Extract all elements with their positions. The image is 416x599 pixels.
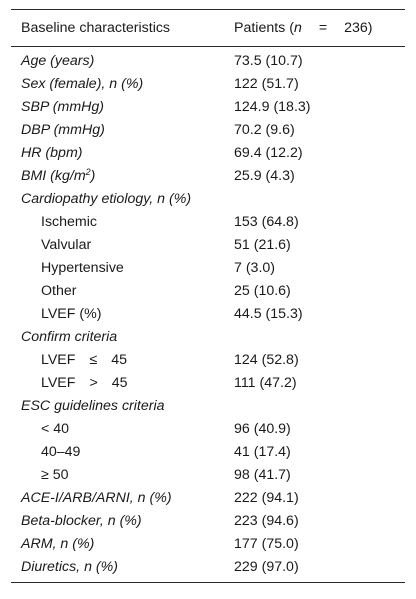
bmi-label-superscript: 2 (85, 167, 91, 177)
row-label: Beta-blocker, n (%) (21, 513, 142, 529)
header-rule (11, 46, 405, 47)
row-label: < 40 (41, 421, 70, 437)
table-row (11, 303, 405, 326)
bmi-label-text: BMI (kg/m (21, 168, 86, 184)
row-label: Ischemic (41, 214, 97, 230)
row-value: 41 (17.4) (234, 444, 291, 460)
row-value: 124 (52.8) (234, 352, 299, 368)
row-label: Hypertensive (41, 260, 124, 276)
row-label (41, 349, 127, 372)
row-value: 177 (75.0) (234, 536, 299, 552)
table-row (11, 372, 405, 395)
row-label: 40–49 (41, 444, 81, 460)
row-label: HR (bpm) (21, 145, 83, 161)
header-patients-n: n (293, 20, 302, 36)
bottom-rule (11, 582, 405, 583)
row-label: SBP (mmHg) (21, 99, 105, 115)
header-patients-value: 236) (344, 20, 373, 36)
row-label: DBP (mmHg) (21, 122, 105, 138)
row-label: ≥ 50 (41, 467, 69, 483)
table-row (11, 257, 405, 280)
table-row (11, 142, 405, 165)
threshold: 45 (111, 375, 128, 391)
row-label: Age (years) (21, 53, 95, 69)
table-row (11, 487, 405, 510)
table-row (11, 464, 405, 487)
header-patients-eq: = (318, 20, 328, 36)
row-label: LVEF (%) (41, 306, 102, 322)
table-row (11, 533, 405, 556)
table-row (11, 441, 405, 464)
row-label: Other (41, 283, 77, 299)
row-label: ACE-I/ARB/ARNI, n (%) (21, 490, 172, 506)
table-row (11, 119, 405, 142)
operator: > (89, 375, 98, 391)
table-row (11, 556, 405, 579)
header-patients (234, 10, 373, 46)
row-value: 96 (40.9) (234, 421, 291, 437)
row-label: ARM, n (%) (21, 536, 95, 552)
table-row (11, 418, 405, 441)
table-row (11, 165, 405, 188)
row-label: Valvular (41, 237, 92, 253)
row-value: 124.9 (18.3) (234, 99, 311, 115)
row-value: 44.5 (15.3) (234, 306, 303, 322)
baseline-characteristics-table (11, 9, 405, 583)
table-row (11, 234, 405, 257)
table-row (11, 50, 405, 73)
row-value: 153 (64.8) (234, 214, 299, 230)
section-heading-row (11, 326, 405, 349)
table-row (11, 280, 405, 303)
section-heading: ESC guidelines criteria (21, 398, 165, 414)
section-heading-row (11, 188, 405, 211)
table-row (11, 211, 405, 234)
header-characteristics: Baseline characteristics (21, 20, 171, 36)
row-value: 73.5 (10.7) (234, 53, 303, 69)
row-value: 222 (94.1) (234, 490, 299, 506)
row-value: 229 (97.0) (234, 559, 299, 575)
row-label: Sex (female), n (%) (21, 76, 144, 92)
operator: ≤ (89, 352, 98, 368)
table-row (11, 510, 405, 533)
row-value: 98 (41.7) (234, 467, 291, 483)
row-label: Diuretics, n (%) (21, 559, 118, 575)
row-value: 7 (3.0) (234, 260, 276, 276)
row-value: 223 (94.6) (234, 513, 299, 529)
row-value: 70.2 (9.6) (234, 122, 295, 138)
row-value: 69.4 (12.2) (234, 145, 303, 161)
row-value: 122 (51.7) (234, 76, 299, 92)
table-row (11, 349, 405, 372)
row-value: 111 (47.2) (234, 375, 297, 391)
row-value: 51 (21.6) (234, 237, 291, 253)
section-heading: Confirm criteria (21, 329, 118, 345)
threshold: 45 (111, 352, 128, 368)
row-label (21, 165, 95, 188)
lvef-text: LVEF (41, 352, 76, 368)
table-header-row (11, 10, 405, 46)
header-patients-prefix: Patients ( (234, 20, 294, 36)
section-heading-row (11, 395, 405, 418)
bmi-label-end: ) (90, 168, 96, 184)
row-value: 25.9 (4.3) (234, 168, 295, 184)
row-value: 25 (10.6) (234, 283, 291, 299)
table-row (11, 73, 405, 96)
section-heading: Cardiopathy etiology, n (%) (21, 191, 192, 207)
table-row (11, 96, 405, 119)
row-label (41, 372, 128, 395)
lvef-text: LVEF (41, 375, 76, 391)
